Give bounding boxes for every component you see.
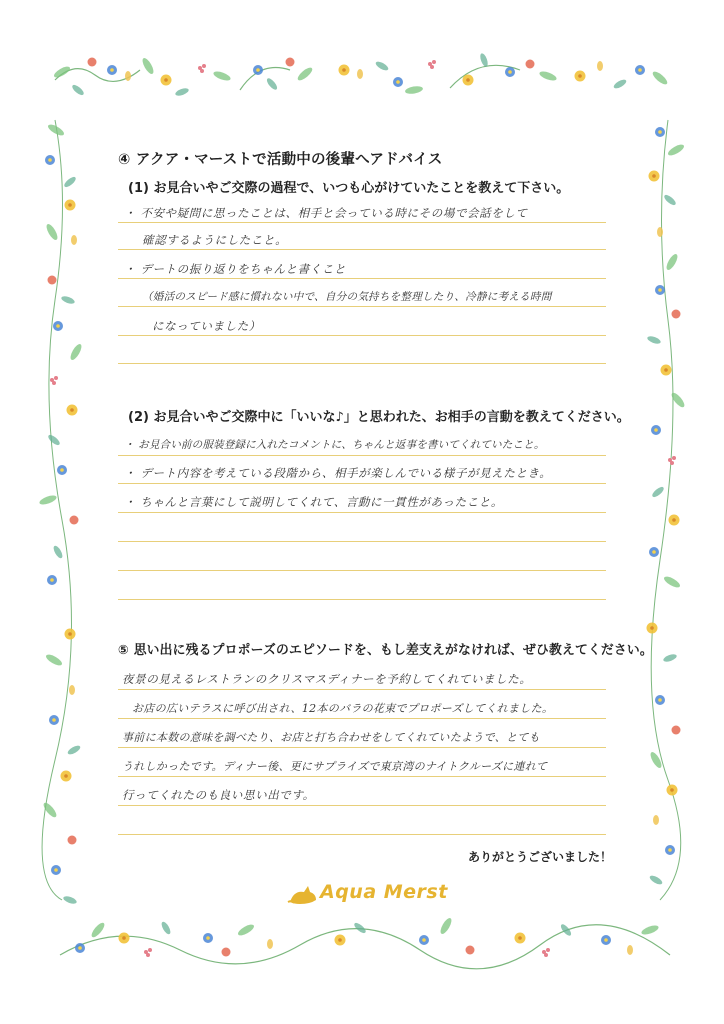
- answer-1-line: 確認するようにしたこと。: [142, 233, 288, 247]
- ruled-line: [118, 363, 606, 364]
- ruled-line: [118, 483, 606, 484]
- answer-5-line: 行ってくれたのも良い思い出です。: [122, 788, 315, 802]
- ruled-line: [118, 455, 606, 456]
- question-1: (1) お見合いやご交際の過程で、いつも心がけていたことを教えて下さい。: [128, 181, 570, 196]
- answer-2-line: ・ デート内容を考えている段階から、相手が楽しんでいる様子が見えたとき。: [124, 466, 552, 480]
- logo-text: Aqua Merst: [320, 881, 448, 903]
- aqua-merst-logo: [286, 878, 446, 908]
- ruled-line: [118, 335, 606, 336]
- thanks-text: ありがとうございました！: [468, 850, 613, 864]
- answer-2-line: ・ ちゃんと言葉にして説明してくれて、言動に一貫性があったこと。: [124, 495, 504, 509]
- ruled-line: [118, 747, 606, 748]
- answer-5-line: お店の広いテラスに呼び出され、12本のバラの花束でプロポーズしてくれました。: [132, 702, 554, 715]
- ruled-line: [118, 599, 606, 600]
- answer-1-line: ・ デートの振り返りをちゃんと書くこと: [124, 262, 347, 276]
- ruled-line: [118, 222, 606, 223]
- answer-2-line: ・ お見合い前の服装登録に入れたコメントに、ちゃんと返事を書いてくれていたこと。: [124, 439, 545, 451]
- question-2: (2) お見合いやご交際中に「いいな♪」と思われた、お相手の言動を教えてください。: [128, 410, 630, 425]
- ruled-line: [118, 306, 606, 307]
- ruled-line: [118, 834, 606, 835]
- answer-1-line: ・ 不安や疑問に思ったことは、相手と会っている時にその場で会話をして: [124, 206, 528, 220]
- ruled-line: [118, 541, 606, 542]
- ruled-line: [118, 570, 606, 571]
- cat-silhouette-icon: [286, 880, 320, 908]
- answer-1-line: （婚活のスピード感に慣れない中で、自分の気持ちを整理したり、冷静に考える時間: [142, 291, 552, 303]
- answer-1-line: になっていました）: [152, 319, 261, 333]
- ruled-line: [118, 718, 606, 719]
- ruled-line: [118, 512, 606, 513]
- answer-5-line: うれしかったです。ディナー後、更にサプライズで東京湾のナイトクルーズに連れて: [122, 760, 548, 773]
- answer-5-line: 事前に本数の意味を調べたり、お店と打ち合わせをしてくれていたようで、とても: [122, 731, 540, 744]
- answer-5-line: 夜景の見えるレストランのクリスマスディナーを予約してくれていました。: [122, 672, 532, 686]
- section5-title: ⑤ 思い出に残るプロポーズのエピソードを、もし差支えがなければ、ぜひ教えてください。: [118, 643, 653, 658]
- ruled-line: [118, 776, 606, 777]
- ruled-line: [118, 689, 606, 690]
- ruled-line: [118, 249, 606, 250]
- ruled-line: [118, 278, 606, 279]
- ruled-line: [118, 805, 606, 806]
- section4-title: ④ アクア・マーストで活動中の後輩へアドバイス: [118, 152, 443, 168]
